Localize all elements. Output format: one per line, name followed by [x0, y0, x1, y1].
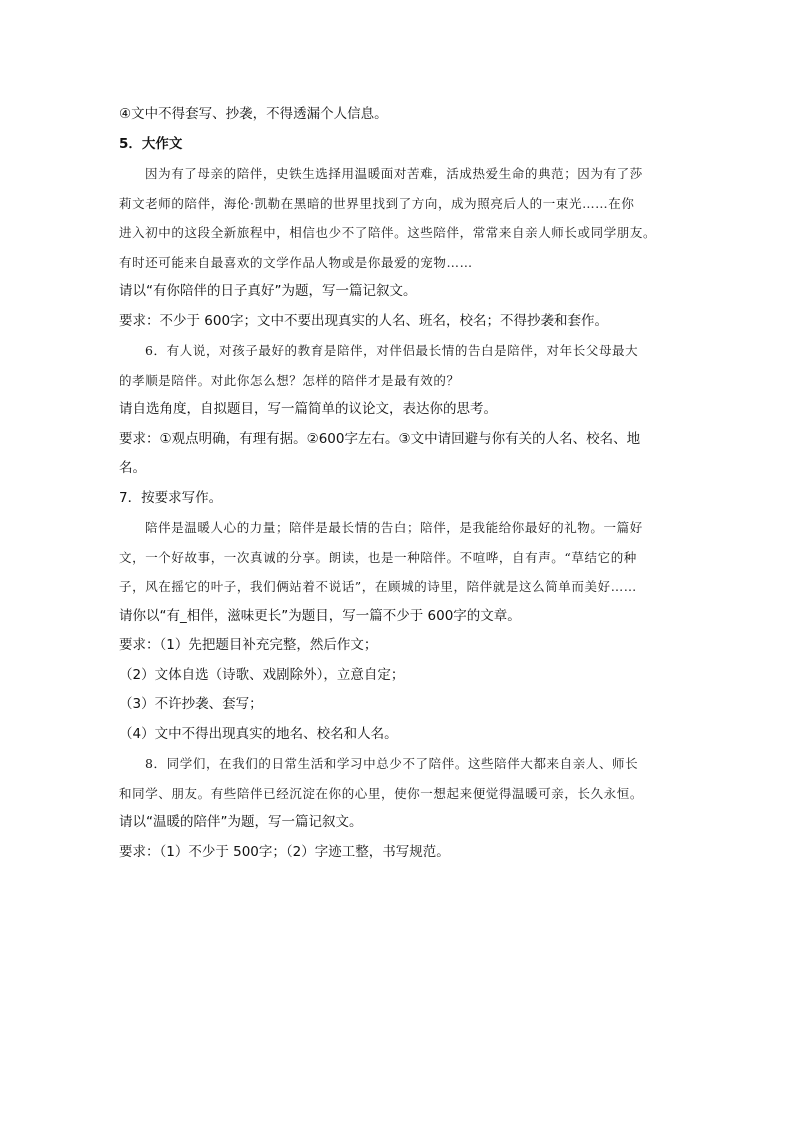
question7-material-line2: 文，一个好故事，一次真诚的分享。朗读，也是一种陪伴。不喧哗，自有声。“草结它的种 — [119, 549, 637, 565]
question7-requirement1: 要求：（1）先把题目补充完整，然后作文； — [119, 637, 378, 653]
question6-requirements-line2: 名。 — [119, 460, 146, 476]
question7-title: 7．按要求写作。 — [119, 489, 223, 506]
question6-material-line2: 的孝顺是陪伴。对此你怎么想？怎样的陪伴才是最有效的？ — [119, 372, 460, 388]
question6-material-line1: 6．有人说，对孩子最好的教育是陪伴，对伴侣最长情的告白是陪伴，对年长父母最大 — [145, 343, 639, 358]
prompt4-rule4: ④文中不得套写、抄袭，不得透漏个人信息。 — [119, 106, 388, 122]
question6-requirements-line1: 要求：①观点明确，有理有据。②600字左右。③文中请回避与你有关的人名、校名、地 — [119, 430, 641, 447]
question8-requirements: 要求：（1）不少于 500字；（2）字迹工整，书写规范。 — [119, 843, 450, 860]
question7-requirement2: （2）文体自选（诗歌、戏剧除外），立意自定； — [119, 666, 405, 683]
question5-material-line2: 莉文老师的陪伴，海伦·凯勒在黑暗的世界里找到了方向，成为照亮后人的一束光……在你 — [119, 195, 635, 211]
essay-prompts — [119, 100, 679, 867]
question5-material-line1: 因为有了母亲的陪伴，史铁生选择用温暖面对苦难，活成热爱生命的典范；因为有了莎 — [145, 166, 643, 181]
question7-requirement3: （3）不许抄袭、套写； — [119, 696, 263, 712]
question8-material-line2: 和同学、朋友。有些陪伴已经沉淀在你的心里，使你一想起来便觉得温暖可亲，长久永恒。 — [119, 785, 644, 801]
question7-material-line1: 陪伴是温暖人心的力量；陪伴是最长情的告白；陪伴，是我能给你最好的礼物。一篇好 — [145, 520, 643, 535]
question6-task: 请自选角度，自拟题目，写一篇简单的议论文，表达你的思考。 — [119, 401, 497, 417]
question5-material-line4: 有时还可能来自最喜欢的文学作品人物或是你最爱的宠物…… — [119, 254, 473, 270]
question8-task: 请以“温暖的陪伴”为题，写一篇记叙文。 — [119, 814, 363, 830]
question7-material-line3: 子，风在摇它的叶子，我们俩站着不说话”，在顾城的诗里，陪伴就是这么简单而美好…… — [119, 579, 637, 594]
question7-task: 请你以“有_相伴，滋味更长”为题目，写一篇不少于 600字的文章。 — [119, 607, 521, 624]
question5-requirements: 要求：不少于 600字；文中不要出现真实的人名、班名，校名；不得抄袭和套作。 — [119, 312, 609, 329]
question7-requirement4: （4）文中不得出现真实的地名、校名和人名。 — [119, 725, 398, 742]
question8-material-line1: 8．同学们，在我们的日常生活和学习中总少不了陪伴。这些陪伴大都来自亲人、师长 — [145, 756, 639, 771]
question5-material-line3: 进入初中的这段全新旅程中，相信也少不了陪伴。这些陪伴，常常来自亲人师长或同学朋友。 — [119, 225, 657, 240]
question5-task: 请以“有你陪伴的日子真好”为题，写一篇记叙文。 — [119, 283, 417, 299]
question5-title: 5．大作文 — [119, 135, 183, 152]
